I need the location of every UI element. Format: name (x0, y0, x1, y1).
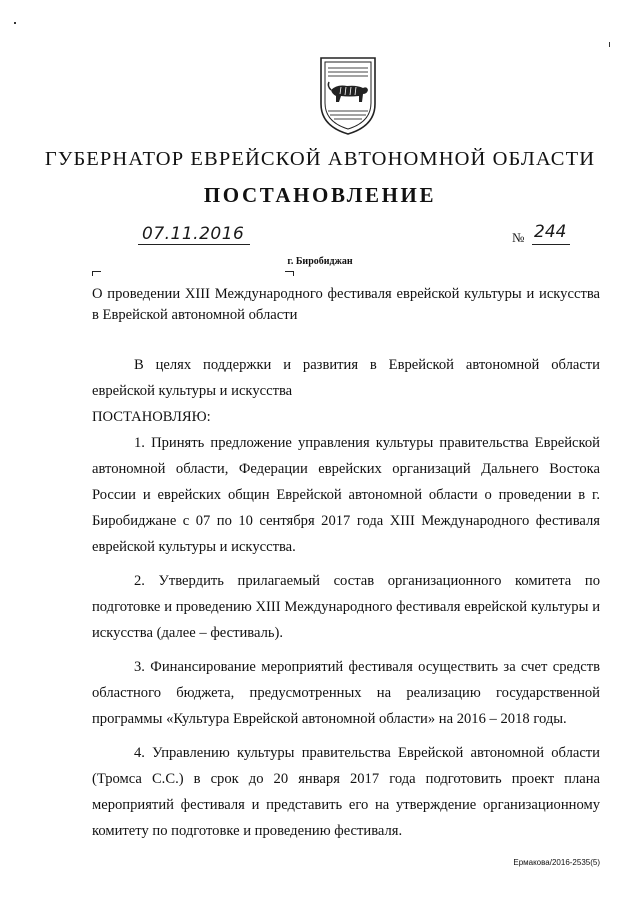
number-underline (532, 244, 570, 245)
city-label: г. Биробиджан (287, 256, 353, 267)
subject-bracket-left (92, 271, 101, 276)
date-underline (138, 244, 250, 245)
document-type: ПОСТАНОВЛЕНИЕ (203, 183, 437, 207)
subject-bracket-right (285, 271, 294, 276)
list-item: 2. Утвердить прилагаемый состав организационного комитета по подготовке и проведению XIII Международного фестиваля еврейской культуры и искусства (далее – фестиваль). (92, 573, 600, 641)
scan-speck (14, 22, 16, 24)
list-item: 1. Принять предложение управления культуры правительства Еврейской автономной области, Федерации еврейских организаций Дальнего Востока России и еврейских общин Еврейской автономной области о проведении в г. Биробиджане с 07 по 10 сентября 2017 года XIII Международного фестиваля еврейской культуры и искусства. (92, 435, 600, 555)
preamble-paragraph: В целях поддержки и развития в Еврейской автономной области еврейской культуры и искусства (92, 357, 600, 399)
decree-heading: ПОСТАНОВЛЯЮ: (92, 409, 211, 425)
list-item: 4. Управлению культуры правительства Еврейской автономной области (Тромса С.С.) в срок до 20 января 2017 года подготовить проект плана мероприятий фестиваля и представить его на утверждение организационному комитету по подготовке и проведению фестиваля. (92, 745, 600, 839)
document-subject: О проведении XIII Международного фестиваля еврейской культуры и искусства в Еврейской автономной области (92, 286, 600, 323)
document-code: Ермакова/2016-2535(5) (513, 858, 600, 867)
coat-of-arms-tiger-icon (319, 56, 377, 136)
document-date: 07.11.2016 (142, 224, 245, 244)
list-item: 3. Финансирование мероприятий фестиваля осуществить за счет средств областного бюджета, предусмотренных на реализацию государственной программы «Культура Еврейской автономной области» на 2016 – 2018 годы. (92, 659, 600, 727)
scan-speck (609, 42, 610, 47)
document-number: 244 (534, 222, 567, 242)
governor-title: ГУБЕРНАТОР ЕВРЕЙСКОЙ АВТОНОМНОЙ ОБЛАСТИ (44, 148, 596, 170)
document-body (92, 352, 600, 844)
number-label: № (512, 230, 525, 245)
